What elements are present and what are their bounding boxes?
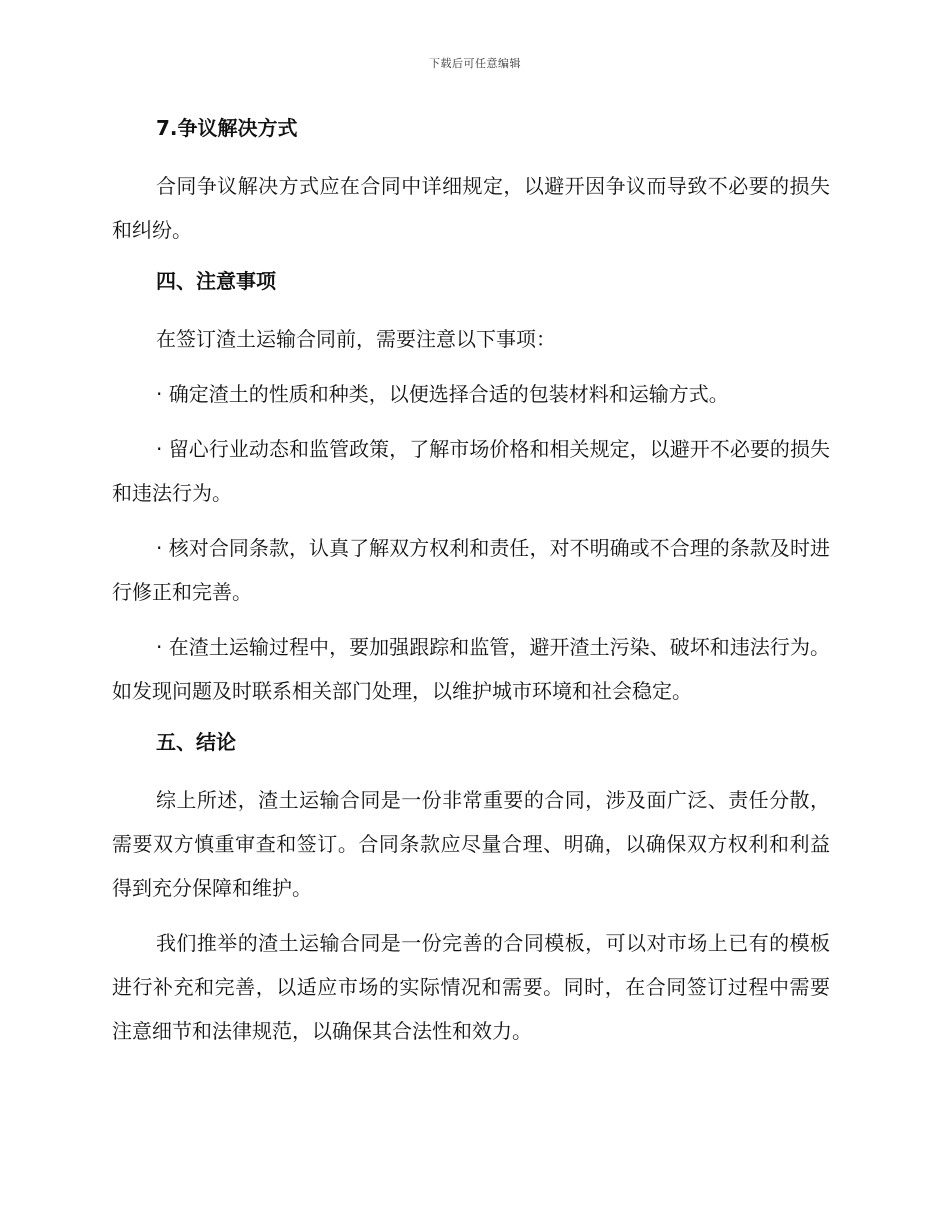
paragraph-dispute-resolution: 合同争议解决方式应在合同中详细规定，以避开因争议而导致不必要的损失和纠纷。 bbox=[112, 174, 830, 242]
section-heading-dispute-resolution: 7.争议解决方式 bbox=[156, 116, 298, 140]
bullet-item: · 在渣土运输过程中，要加强跟踪和监管，避开渣土污染、破坏和违法行为。如发现问题及时联系相关部门处理，以维护城市环境和社会稳定。 bbox=[112, 635, 830, 703]
section-heading-precautions: 四、注意事项 bbox=[156, 269, 276, 293]
page-header-note: 下载后可任意编辑 bbox=[429, 57, 521, 70]
bullet-item: · 核对合同条款，认真了解双方权利和责任，对不明确或不合理的条款及时进行修正和完善。 bbox=[112, 536, 830, 604]
section-heading-conclusion: 五、结论 bbox=[156, 730, 236, 754]
paragraph-conclusion-recommendation: 我们推举的渣土运输合同是一份完善的合同模板，可以对市场上已有的模板进行补充和完善，以适应市场的实际情况和需要。同时，在合同签订过程中需要注意细节和法律规范，以确保其合法性和效力。 bbox=[112, 931, 830, 1043]
bullet-item: · 确定渣土的性质和种类，以便选择合适的包装材料和运输方式。 bbox=[156, 382, 729, 406]
paragraph-precautions-intro: 在签订渣土运输合同前，需要注意以下事项： bbox=[156, 327, 556, 351]
paragraph-conclusion-summary: 综上所述，渣土运输合同是一份非常重要的合同，涉及面广泛、责任分散，需要双方慎重审查和签订。合同条款应尽量合理、明确，以确保双方权利和利益得到充分保障和维护。 bbox=[112, 788, 830, 900]
bullet-item: · 留心行业动态和监管政策，了解市场价格和相关规定，以避开不必要的损失和违法行为。 bbox=[112, 437, 830, 505]
document-body bbox=[112, 110, 830, 1064]
